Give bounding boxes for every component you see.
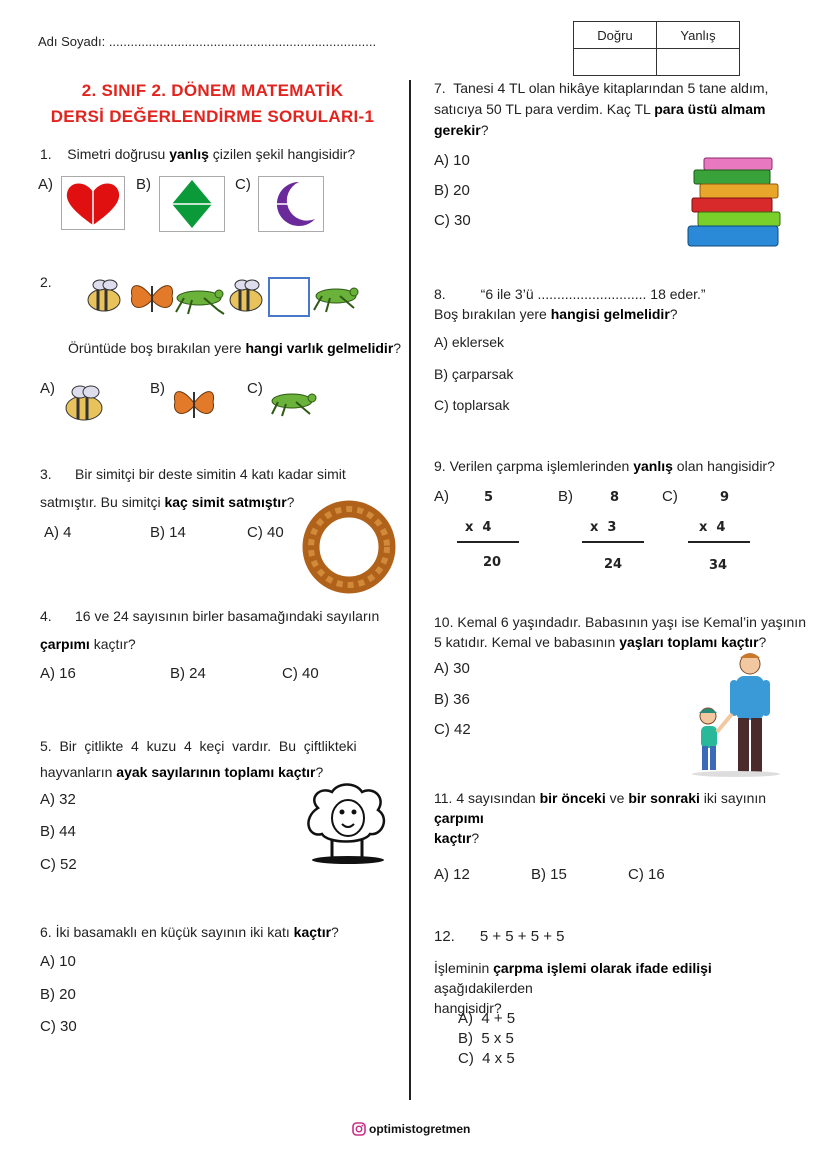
q9-a-top: 5 xyxy=(484,490,494,505)
q1-option-c[interactable]: C) xyxy=(235,176,251,193)
q9-c-top: 9 xyxy=(720,490,730,505)
bee-icon xyxy=(230,280,262,311)
q9-option-c[interactable]: C) xyxy=(662,488,678,505)
bee-icon[interactable] xyxy=(62,382,110,429)
score-header-correct: Doğru xyxy=(574,22,657,49)
q1-option-b[interactable]: B) xyxy=(136,176,151,193)
name-field-label: Adı Soyadı: .......................................................................... xyxy=(38,34,377,49)
q9-option-b[interactable]: B) xyxy=(558,488,573,505)
butterfly-icon xyxy=(131,286,172,312)
blank-box xyxy=(269,278,309,316)
question-2-number: 2. xyxy=(40,274,52,290)
q2-option-a[interactable]: A) xyxy=(40,380,55,397)
q5-option-c[interactable]: C) 52 xyxy=(40,856,77,873)
score-table xyxy=(573,21,740,76)
question-11: 11. 4 sayısından bir önceki ve bir sonraki iki sayının çarpımı kaçtır? xyxy=(434,790,767,846)
page-title: 2. SINIF 2. DÖNEM MATEMATİK DERSİ DEĞERLENDİRME SORULARI-1 xyxy=(50,81,375,126)
q2-option-c[interactable]: C) xyxy=(247,380,263,397)
grasshopper-icon[interactable] xyxy=(268,388,320,423)
q7-option-c[interactable]: C) 30 xyxy=(434,212,471,229)
question-1: 1. Simetri doğrusu yanlış çizilen şekil hangisidir? xyxy=(40,146,356,162)
question-8: 8. “6 ile 3’ü ............................ 18 eder.” Boş bırakılan yere hangisi gelmelidir? xyxy=(434,286,706,322)
moon-shape-icon[interactable] xyxy=(258,176,324,232)
q9-b-result: 24 xyxy=(604,557,623,572)
question-9: 9. Verilen çarpma işlemlerinden yanlış olan hangisidir? xyxy=(434,458,775,474)
q7-option-b[interactable]: B) 20 xyxy=(434,182,470,199)
q11-option-b[interactable]: B) 15 xyxy=(531,866,567,883)
pattern-sequence xyxy=(84,276,364,318)
q9-b-line xyxy=(582,541,644,543)
heart-shape-icon[interactable] xyxy=(61,176,125,230)
q4-option-a[interactable]: A) 16 xyxy=(40,665,76,682)
question-12: İşleminin çarpma işlemi olarak ifade edilişi aşağıdakilerden hangisidir? xyxy=(434,960,712,1016)
q1-option-a[interactable]: A) xyxy=(38,176,53,193)
q9-c-multiplier: x 4 xyxy=(699,520,726,535)
q9-option-a[interactable]: A) xyxy=(434,488,449,505)
grasshopper-icon xyxy=(176,290,224,314)
question-7: 7. Tanesi 4 TL olan hikâye kitaplarından 5 tane aldım, satıcıya 50 TL para verdim. Kaç TL para üstü almam gerekir? xyxy=(434,80,769,138)
column-divider xyxy=(409,80,411,1100)
q9-a-line xyxy=(457,541,519,543)
q9-a-result: 20 xyxy=(483,555,502,570)
footer-handle: optimistogretmen xyxy=(369,1122,471,1136)
q12-option-c[interactable]: C) 4 x 5 xyxy=(458,1050,515,1067)
q9-c-line xyxy=(688,541,750,543)
butterfly-icon[interactable] xyxy=(172,384,216,429)
q4-option-c[interactable]: C) 40 xyxy=(282,665,319,682)
q6-option-c[interactable]: C) 30 xyxy=(40,1018,77,1035)
instagram-icon xyxy=(352,1122,366,1136)
simit-image-icon xyxy=(302,500,396,599)
q8-option-b[interactable]: B) çarparsak xyxy=(434,366,514,382)
q7-option-a[interactable]: A) 10 xyxy=(434,152,470,169)
q10-option-b[interactable]: B) 36 xyxy=(434,691,470,708)
question-10: 10. Kemal 6 yaşındadır. Babasının yaşı ise Kemal’in yaşının 5 katıdır. Kemal ve babasının yaşları toplamı kaçtır? xyxy=(434,614,806,650)
q2-option-b[interactable]: B) xyxy=(150,380,165,397)
q8-option-a[interactable]: A) eklersek xyxy=(434,334,505,350)
q3-option-a[interactable]: A) 4 xyxy=(44,524,72,541)
q8-option-c[interactable]: C) toplarsak xyxy=(434,397,510,413)
q12-option-b[interactable]: B) 5 x 5 xyxy=(458,1030,514,1047)
score-header-wrong: Yanlış xyxy=(657,22,740,49)
q5-option-b[interactable]: B) 44 xyxy=(40,823,76,840)
score-cell-correct[interactable] xyxy=(574,49,657,76)
q12-option-a[interactable]: A) 4 + 5 xyxy=(458,1010,516,1027)
q3-option-c[interactable]: C) 40 xyxy=(247,524,284,541)
q9-a-multiplier: x 4 xyxy=(465,520,492,535)
grasshopper-icon xyxy=(314,288,358,312)
question-6: 6. İki basamaklı en küçük sayının iki katı kaçtır? xyxy=(40,924,339,940)
q6-option-a[interactable]: A) 10 xyxy=(40,953,76,970)
q11-option-a[interactable]: A) 12 xyxy=(434,866,470,883)
bee-icon xyxy=(88,280,120,311)
q10-option-c[interactable]: C) 42 xyxy=(434,721,471,738)
q9-c-result: 34 xyxy=(709,558,728,573)
q9-b-top: 8 xyxy=(610,490,620,505)
question-4: 4. 16 ve 24 sayısının birler basamağındaki sayıların çarpımı kaçtır? xyxy=(40,608,380,652)
q6-option-b[interactable]: B) 20 xyxy=(40,986,76,1003)
score-cell-wrong[interactable] xyxy=(657,49,740,76)
q11-option-c[interactable]: C) 16 xyxy=(628,866,665,883)
question-3: 3. Bir simitçi bir deste simitin 4 katı kadar simit satmıştır. Bu simitçi kaç simit satmıştır? xyxy=(40,466,346,510)
diamond-shape-icon[interactable] xyxy=(159,176,225,232)
q9-b-multiplier: x 3 xyxy=(590,520,617,535)
q5-option-a[interactable]: A) 32 xyxy=(40,791,76,808)
sheep-icon xyxy=(298,778,394,873)
q4-option-b[interactable]: B) 24 xyxy=(170,665,206,682)
q10-option-a[interactable]: A) 30 xyxy=(434,660,470,677)
question-5: 5. Bir çitlikte 4 kuzu 4 keçi vardır. Bu çiftlikteki hayvanların ayak sayılarının toplamı kaçtır? xyxy=(40,738,357,780)
question-12-expression: 12. 5 + 5 + 5 + 5 xyxy=(434,928,565,945)
father-and-son-icon xyxy=(688,650,784,783)
question-2: Örüntüde boş bırakılan yere hangi varlık gelmelidir? xyxy=(68,340,402,356)
books-stack-icon xyxy=(686,156,784,255)
q3-option-b[interactable]: B) 14 xyxy=(150,524,186,541)
footer-social[interactable] xyxy=(352,1122,470,1136)
